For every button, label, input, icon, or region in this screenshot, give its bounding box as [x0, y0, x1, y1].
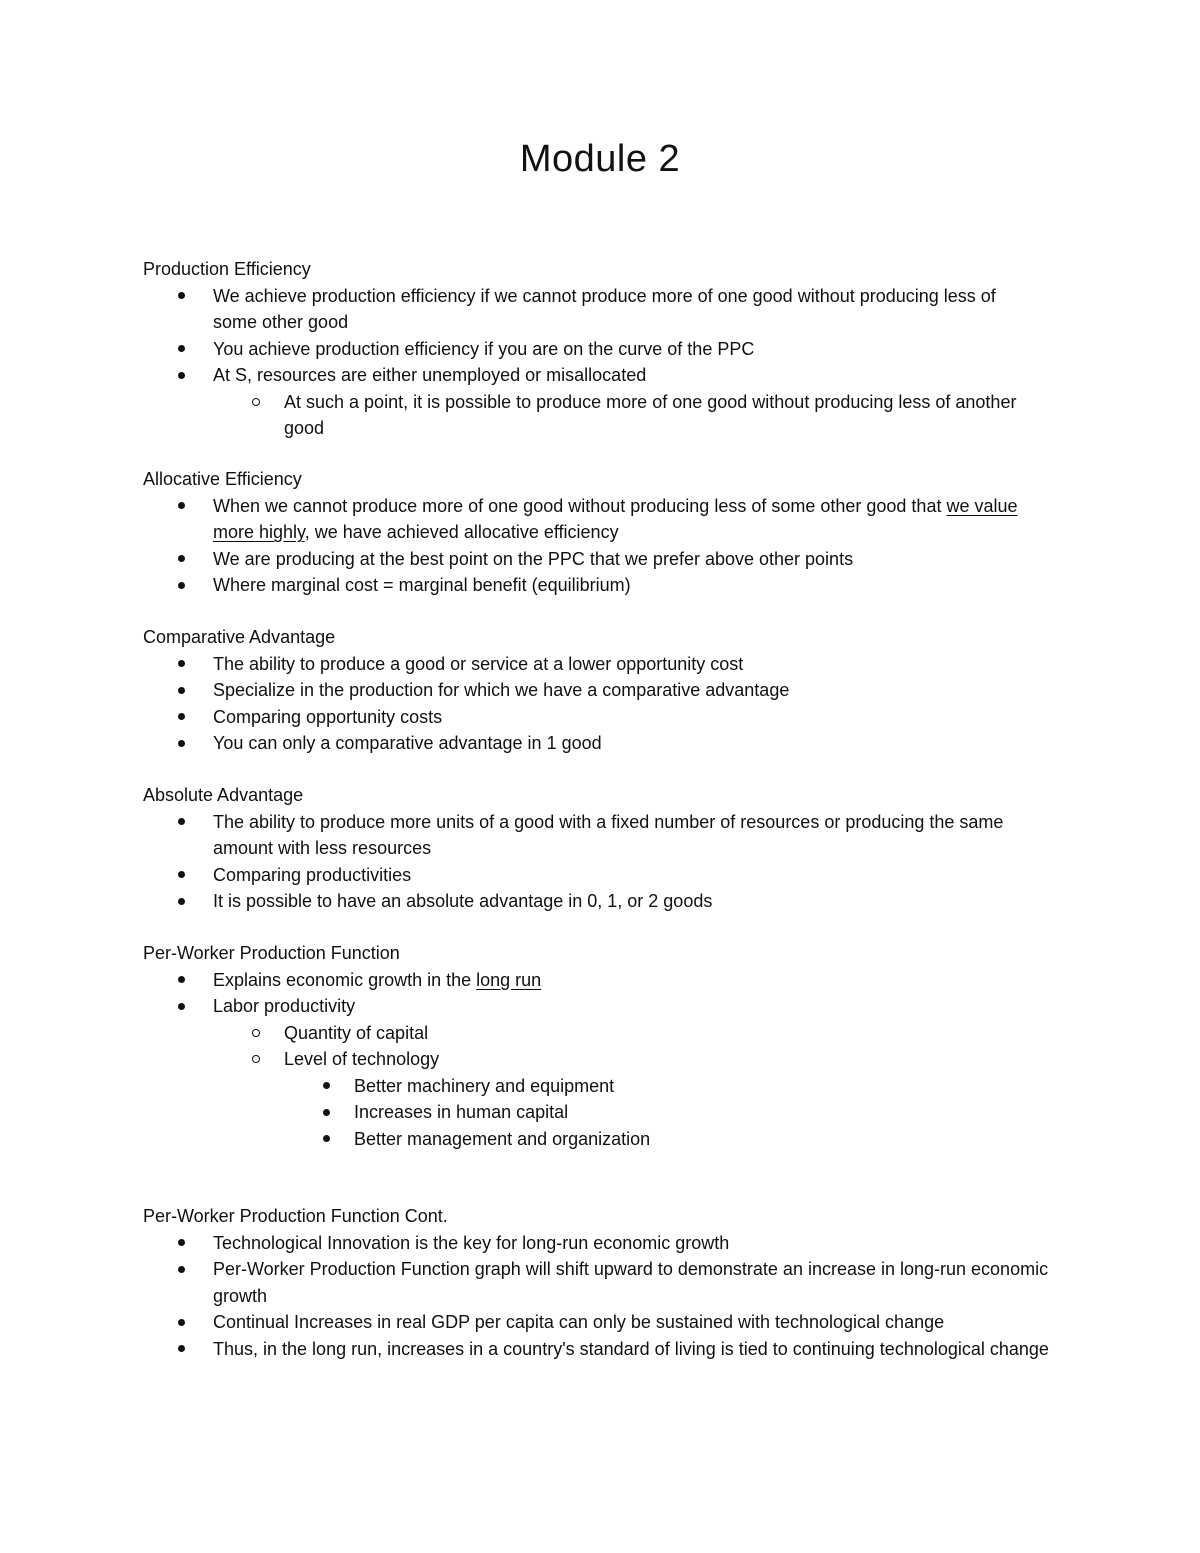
bullet-list [143, 493, 1063, 599]
bullet-icon [178, 345, 185, 352]
section-allocative-efficiency [143, 466, 1063, 599]
section-absolute-advantage [143, 782, 1043, 915]
circle-bullet-icon [252, 1055, 260, 1063]
list-item: Specialize in the production for which we have a comparative advantage [143, 677, 1103, 704]
bullet-icon [178, 1239, 185, 1246]
underlined-text: we value more highly [213, 495, 1018, 542]
bullet-icon [178, 818, 185, 825]
section-heading: Per-Worker Production Function Cont. [143, 1206, 448, 1226]
list-item: You can only a comparative advantage in 1 good [143, 730, 1103, 757]
section-heading: Per-Worker Production Function [143, 943, 400, 963]
bullet-icon [178, 871, 185, 878]
list-item: At such a point, it is possible to produce more of one good without producing less of another good [143, 389, 1033, 442]
list-item: Better management and organization [143, 1126, 1103, 1153]
bullet-icon [178, 660, 185, 667]
bullet-list [143, 651, 1103, 757]
bullet-icon [178, 502, 185, 509]
bullet-icon [178, 372, 185, 379]
bullet-icon [178, 898, 185, 905]
list-item: When we cannot produce more of one good without producing less of some other good that we value more highly, we have achieved allocative efficiency [143, 493, 1063, 546]
circle-bullet-icon [252, 398, 260, 406]
list-item: Technological Innovation is the key for long-run economic growth [143, 1230, 1058, 1257]
bullet-icon [178, 976, 185, 983]
list-item: The ability to produce more units of a good with a fixed number of resources or producing the same amount with less resources [143, 809, 1043, 862]
list-item: At S, resources are either unemployed or misallocated [143, 362, 1033, 389]
underlined-text: long run [476, 969, 542, 990]
bullet-icon [178, 582, 185, 589]
list-item: Comparing productivities [143, 862, 1043, 889]
bullet-list [143, 967, 1103, 1153]
bullet-icon [178, 1003, 185, 1010]
section-heading: Comparative Advantage [143, 627, 336, 647]
circle-bullet-icon [252, 1029, 260, 1037]
list-item: The ability to produce a good or service at a lower opportunity cost [143, 651, 1103, 678]
bullet-icon [178, 292, 185, 299]
list-item: Better machinery and equipment [143, 1073, 1103, 1100]
list-item: Level of technology [143, 1046, 1103, 1073]
bullet-icon [178, 713, 185, 720]
list-item: It is possible to have an absolute advantage in 0, 1, or 2 goods [143, 888, 1043, 915]
section-heading: Production Efficiency [143, 259, 311, 279]
list-item: We are producing at the best point on the PPC that we prefer above other points [143, 546, 1063, 573]
section-comparative-advantage [143, 624, 1103, 757]
list-item: We achieve production efficiency if we cannot produce more of one good without producing less of some other good [143, 283, 1033, 336]
bullet-icon [178, 1266, 185, 1273]
section-production-efficiency [143, 256, 1033, 442]
bullet-list [143, 1230, 1058, 1363]
bullet-icon [323, 1135, 330, 1142]
list-item: Quantity of capital [143, 1020, 1103, 1047]
bullet-icon [323, 1109, 330, 1116]
list-item: Where marginal cost = marginal benefit (equilibrium) [143, 572, 1063, 599]
list-item: Continual Increases in real GDP per capita can only be sustained with technological change [143, 1309, 1058, 1336]
page-title: Module 2 [519, 138, 681, 180]
list-item: Increases in human capital [143, 1099, 1103, 1126]
list-item: Comparing opportunity costs [143, 704, 1103, 731]
bullet-icon [178, 1319, 185, 1326]
section-heading: Absolute Advantage [143, 785, 304, 805]
bullet-list [143, 809, 1043, 915]
bullet-icon [178, 555, 185, 562]
section-per-worker-production-function-cont [143, 1203, 1058, 1362]
list-item: Per-Worker Production Function graph will shift upward to demonstrate an increase in long-run economic growth [143, 1256, 1058, 1309]
bullet-icon [178, 740, 185, 747]
list-item: You achieve production efficiency if you are on the curve of the PPC [143, 336, 1033, 363]
bullet-list [143, 283, 1033, 442]
bullet-icon [178, 687, 185, 694]
list-item: Explains economic growth in the long run [143, 967, 1103, 994]
bullet-icon [323, 1082, 330, 1089]
bullet-icon [178, 1345, 185, 1352]
section-heading: Allocative Efficiency [143, 469, 302, 489]
list-item: Thus, in the long run, increases in a country's standard of living is tied to continuing technological change [143, 1336, 1058, 1363]
section-per-worker-production-function [143, 940, 1103, 1152]
list-item: Labor productivity [143, 993, 1103, 1020]
